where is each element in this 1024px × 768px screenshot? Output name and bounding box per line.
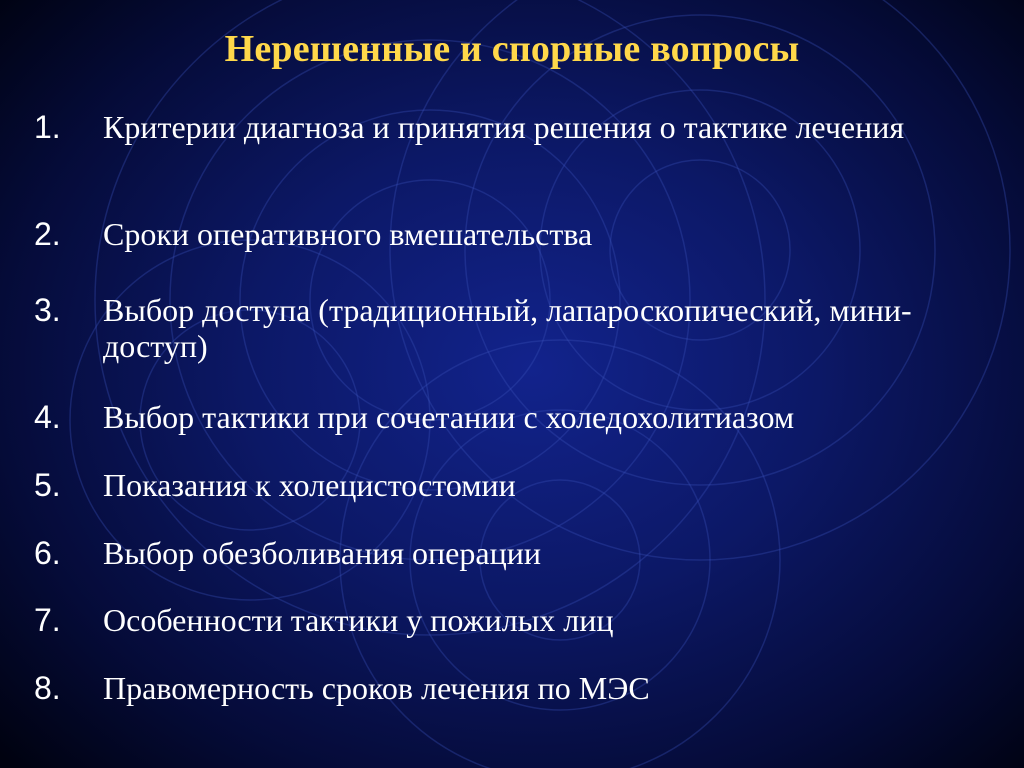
item-number: 3. bbox=[34, 292, 61, 328]
item-text: Выбор обезболивания операции bbox=[103, 535, 541, 571]
item-number: 4. bbox=[34, 399, 61, 435]
item-text: Критерии диагноза и принятия решения о тактике лечения bbox=[103, 109, 905, 145]
item-number: 6. bbox=[34, 535, 61, 571]
item-number: 5. bbox=[34, 467, 61, 503]
item-text: Показания к холецистостомии bbox=[103, 467, 516, 503]
item-number: 7. bbox=[34, 602, 61, 638]
item-text: Особенности тактики у пожилых лиц bbox=[103, 602, 614, 638]
item-number: 8. bbox=[34, 670, 61, 706]
item-text: Сроки оперативного вмешательства bbox=[103, 216, 593, 252]
item-text: Выбор доступа (традиционный, лапароскопический, мини-доступ) bbox=[103, 292, 912, 364]
slide-title: Нерешенные и спорные вопросы bbox=[224, 28, 800, 70]
item-number: 1. bbox=[34, 109, 61, 145]
item-number: 2. bbox=[34, 216, 61, 252]
item-text: Выбор тактики при сочетании с холедохолитиазом bbox=[103, 399, 795, 435]
item-text: Правомерность сроков лечения по МЭС bbox=[103, 670, 650, 706]
